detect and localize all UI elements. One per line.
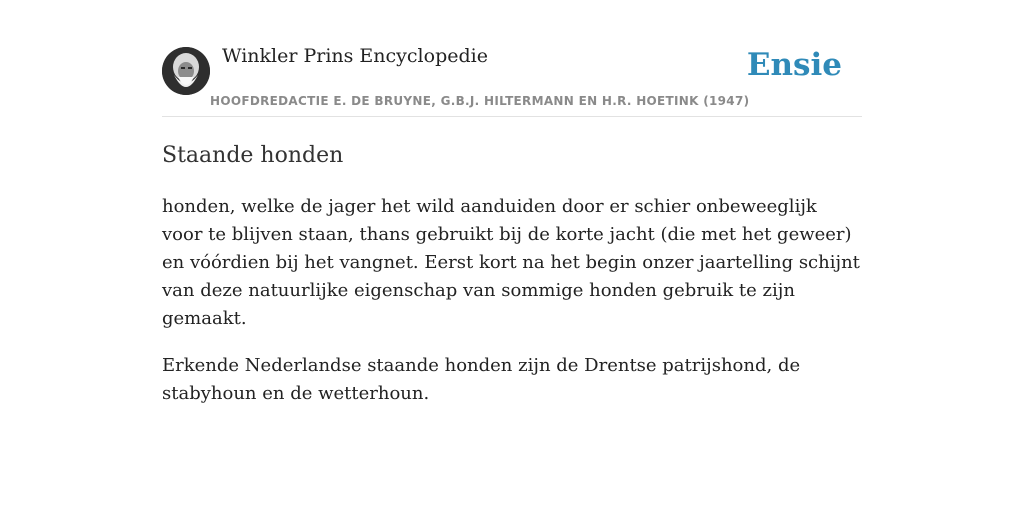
entry-paragraph: Erkende Nederlandse staande honden zijn de Drentse patrijshond, de stabyhoun en de wetterhoun. <box>162 355 801 404</box>
entry-title: Staande honden <box>162 143 344 168</box>
author-avatar[interactable] <box>162 47 210 95</box>
page <box>162 0 862 408</box>
source-title[interactable]: Winkler Prins Encyclopedie <box>222 45 488 67</box>
bearded-man-portrait-icon <box>162 47 210 95</box>
entry-paragraph: honden, welke de jager het wild aanduiden door er schier onbeweeglijk voor te blijven staan, thans gebruikt bij de korte jacht (die met het geweer) en vóórdien bij het vangnet. Eerst kort na het begin onzer jaartelling schijnt van deze natuurlijke eigenschap van sommige honden gebruik te zijn gemaakt. <box>162 196 860 329</box>
source-header <box>162 0 862 117</box>
source-editors: HOOFDREDACTIE E. DE BRUYNE, G.B.J. HILTERMANN EN H.R. HOETINK (1947) <box>210 94 750 108</box>
ensie-logo-link[interactable]: Ensie <box>746 47 842 83</box>
